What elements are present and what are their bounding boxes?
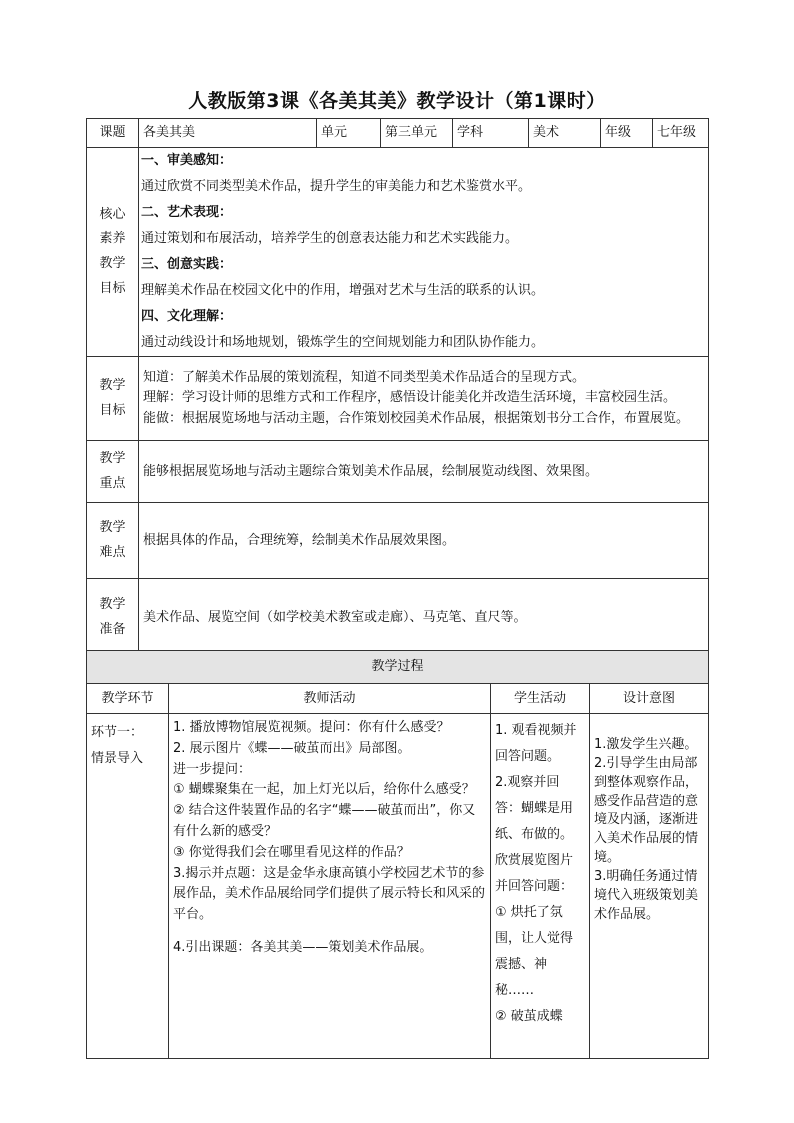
course-label: 课题 xyxy=(87,119,139,148)
course-value: 各美其美 xyxy=(139,119,317,148)
teacher-line: 1. 播放博物馆展览视频。提问：你有什么感受？ xyxy=(173,720,450,735)
goals-row xyxy=(87,357,709,441)
process-table xyxy=(86,650,709,1059)
student-line: ② 破茧成蝶 xyxy=(495,1009,563,1024)
goal-line: 能做：根据展览场地与活动主题，合作策划校园美术作品展，根据策划书分工合作，布置展览。 xyxy=(143,410,690,426)
teacher-line: ③ 你觉得我们会在哪里看见这样的作品？ xyxy=(173,844,410,860)
teacher-activity-cell xyxy=(169,714,491,1059)
core-row xyxy=(87,148,709,357)
process-header-row xyxy=(87,651,709,684)
student-line: 1. 观看视频并回答问题。 xyxy=(495,723,577,764)
teacher-line: 2. 展示图片《蝶——破茧而出》局部图。 xyxy=(173,740,411,756)
col-segment: 教学环节 xyxy=(87,684,169,714)
core-text: 通过欣赏不同类型美术作品，提升学生的审美能力和艺术鉴赏水平。 xyxy=(141,179,532,194)
teacher-line: 进一步提问： xyxy=(173,761,252,777)
difficulty-row xyxy=(87,503,709,579)
key-content: 能够根据展览场地与活动主题综合策划美术作品展，绘制展览动线图、效果图。 xyxy=(139,441,709,503)
design-line: 3.明确任务通过情境代入班级策划美术作品展。 xyxy=(594,868,699,922)
design-line: 2.引导学生由局部到整体观察作品，感受作品营造的意境及内涵，逐渐进入美术作品展的情境。 xyxy=(594,755,699,866)
teacher-line: 4.引出课题：各美其美——策划美术作品展。 xyxy=(173,939,433,955)
student-line: 2.观察并回答：蝴蝶是用纸、布做的。 xyxy=(495,775,574,842)
core-text: 理解美术作品在校园文化中的作用，增强对艺术与生活的联系的认识。 xyxy=(141,283,545,298)
core-content xyxy=(139,148,709,357)
prep-content: 美术作品、展览空间（如学校美术教室或走廊）、马克笔、直尺等。 xyxy=(139,579,709,657)
grade-label: 年级 xyxy=(601,119,653,148)
core-heading: 一、审美感知： xyxy=(141,153,233,168)
core-label: 核心 素养 教学 目标 xyxy=(87,148,139,357)
col-student: 学生活动 xyxy=(491,684,590,714)
core-heading: 四、文化理解： xyxy=(141,309,233,324)
document-title: 人教版第3课《各美其美》教学设计（第1课时） xyxy=(188,90,606,112)
design-intent-cell xyxy=(590,714,709,1059)
difficulty-content: 根据具体的作品，合理统筹，绘制美术作品展效果图。 xyxy=(139,503,709,579)
teacher-line: ② 结合这件装置作品的名字“蝶——破茧而出”，你又有什么新的感受？ xyxy=(173,803,476,839)
goals-label: 教学 目标 xyxy=(87,357,139,441)
unit-label: 单元 xyxy=(317,119,381,148)
goals-content xyxy=(139,357,709,441)
student-line: 欣赏展览图片并回答问题： xyxy=(495,853,574,894)
unit-value: 第三单元 xyxy=(381,119,453,148)
design-line: 1.激发学生兴趣。 xyxy=(594,737,698,752)
key-label: 教学 重点 xyxy=(87,441,139,503)
teacher-spacer xyxy=(173,926,486,938)
key-row xyxy=(87,441,709,503)
process-columns-row xyxy=(87,684,709,714)
goal-line: 知道：了解美术作品展的策划流程，知道不同类型美术作品适合的呈现方式。 xyxy=(143,370,586,386)
goal-line: 理解：学习设计师的思维方式和工作程序，感悟设计能美化并改造生活环境，丰富校园生活。 xyxy=(143,390,677,406)
core-text: 通过策划和布展活动，培养学生的创意表达能力和艺术实践能力。 xyxy=(141,231,519,246)
subject-label: 学科 xyxy=(453,119,529,148)
teacher-line: 3.揭示并点题：这是金华永康高镇小学校园艺术节的参展作品，美术作品展给同学们提供了展示特长和风采的平台。 xyxy=(173,865,486,923)
prep-row xyxy=(87,579,709,657)
segment-cell: 环节一： 情景导入 xyxy=(87,714,169,1059)
subject-value: 美术 xyxy=(529,119,601,148)
student-line: ① 烘托了氛围，让人觉得震撼、神秘…… xyxy=(495,905,574,998)
col-teacher: 教师活动 xyxy=(169,684,491,714)
teacher-line: ① 蝴蝶聚集在一起，加上灯光以后，给你什么感受？ xyxy=(173,782,475,798)
student-activity-cell xyxy=(491,714,590,1059)
core-text: 通过动线设计和场地规划，锻炼学生的空间规划能力和团队协作能力。 xyxy=(141,335,545,350)
grade-value: 七年级 xyxy=(653,119,709,148)
core-heading: 二、艺术表现： xyxy=(141,205,233,220)
core-heading: 三、创意实践： xyxy=(141,257,233,272)
process-header: 教学过程 xyxy=(87,651,709,684)
prep-label: 教学 准备 xyxy=(87,579,139,657)
difficulty-label: 教学 难点 xyxy=(87,503,139,579)
course-info-row xyxy=(87,119,709,148)
info-table xyxy=(86,118,709,657)
process-row xyxy=(87,714,709,1059)
col-design: 设计意图 xyxy=(590,684,709,714)
